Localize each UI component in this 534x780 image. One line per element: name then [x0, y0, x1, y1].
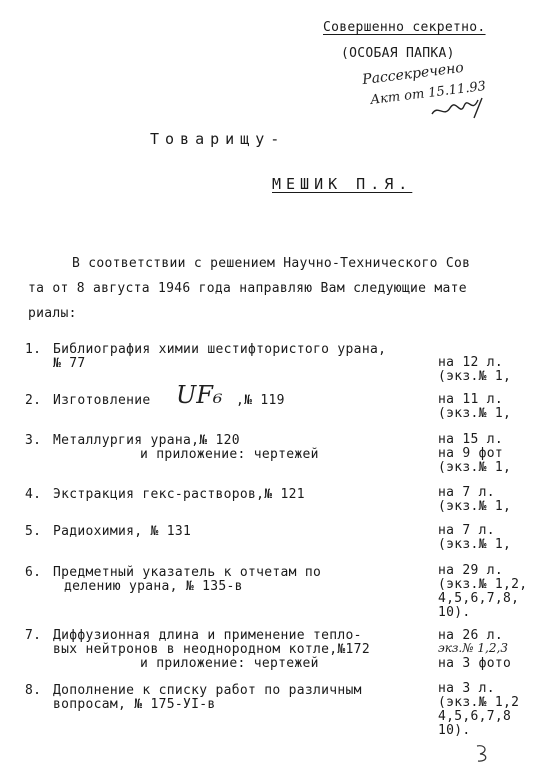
item-number: 8.	[25, 683, 42, 698]
intro-line-3: риалы:	[28, 306, 77, 321]
item-copy-numbers: (экз.№ 1,2,	[438, 577, 528, 592]
item-title-line: и приложение: чертежей	[140, 656, 319, 671]
item-copy-numbers: (экз.№ 1,	[438, 537, 512, 552]
item-title-line: Предметный указатель к отчетам по	[53, 565, 322, 580]
item-pages: на 15 л.	[438, 432, 504, 447]
item-title-line: вых нейтронов в неоднородном котле,№172	[53, 642, 370, 657]
item-title-line: ,№ 119	[236, 393, 285, 408]
item-copy-numbers: (экз.№ 1,	[438, 460, 512, 475]
item-title-line: № 77	[53, 356, 86, 371]
item-title-line: Диффузионная длина и применение тепло-	[53, 628, 362, 643]
item-pages: на 26 л.	[438, 628, 504, 643]
intro-line-1: В соответствии с решением Научно-Технического Сов	[72, 256, 471, 271]
item-title-line: Дополнение к списку работ по различным	[53, 683, 362, 698]
item-photos: на 9 фот	[438, 446, 504, 461]
item-number: 1.	[25, 342, 42, 357]
classification-label: Совершенно секретно.	[323, 20, 486, 35]
handwritten-mark	[474, 742, 492, 764]
item-pages: на 12 л.	[438, 355, 504, 370]
item-title-line: Изготовление	[53, 393, 151, 408]
item-title-line: Радиохимия, № 131	[53, 524, 192, 539]
item-copy-numbers: (экз.№ 1,	[438, 369, 512, 384]
handwritten-formula: UF₆	[176, 381, 223, 409]
item-pages: на 7 л.	[438, 485, 495, 500]
handwritten-signature	[428, 96, 484, 122]
item-number: 6.	[25, 565, 42, 580]
item-title-line: делению урана, № 135-в	[64, 579, 243, 594]
item-title-line: вопросам, № 175-УI-в	[53, 697, 216, 712]
item-pages: на 11 л.	[438, 392, 504, 407]
declass-stamp-line2: Акт от 15.11.93	[369, 78, 487, 109]
item-photos: на 3 фото	[438, 656, 512, 671]
item-number: 7.	[25, 628, 42, 643]
item-copy-numbers: 4,5,6,7,8,	[438, 591, 520, 606]
intro-line-2: та от 8 августа 1946 года направляю Вам следующие мате	[28, 281, 467, 296]
item-number: 2.	[25, 393, 42, 408]
item-copy-numbers: 10).	[438, 723, 471, 738]
item-copy-numbers: 4,5,6,7,8	[438, 709, 512, 724]
item-pages: на 29 л.	[438, 563, 504, 578]
item-copy-numbers: 10).	[438, 605, 471, 620]
addressee: МЕШИК П.Я.	[272, 175, 413, 193]
item-pages: на 7 л.	[438, 523, 495, 538]
declass-stamp-line1: Рассекречено	[361, 59, 465, 89]
item-copy-numbers: (экз.№ 1,	[438, 499, 512, 514]
item-pages: на 3 л.	[438, 681, 495, 696]
special-folder-label: (ОСОБАЯ ПАПКА)	[341, 46, 455, 61]
item-number: 3.	[25, 433, 42, 448]
salutation: Товарищу-	[150, 130, 286, 148]
item-copy-numbers: экз.№ 1,2,3	[438, 641, 508, 655]
item-copy-numbers: (экз.№ 1,2	[438, 695, 520, 710]
item-number: 4.	[25, 487, 42, 502]
item-title-line: Библиография химии шестифтористого урана,	[53, 342, 387, 357]
item-title-line: Металлургия урана,№ 120	[53, 433, 240, 448]
item-title-line: Экстракция гекс-растворов,№ 121	[53, 487, 305, 502]
item-title-line: и приложение: чертежей	[140, 447, 319, 462]
item-number: 5.	[25, 524, 42, 539]
item-copy-numbers: (экз.№ 1,	[438, 406, 512, 421]
